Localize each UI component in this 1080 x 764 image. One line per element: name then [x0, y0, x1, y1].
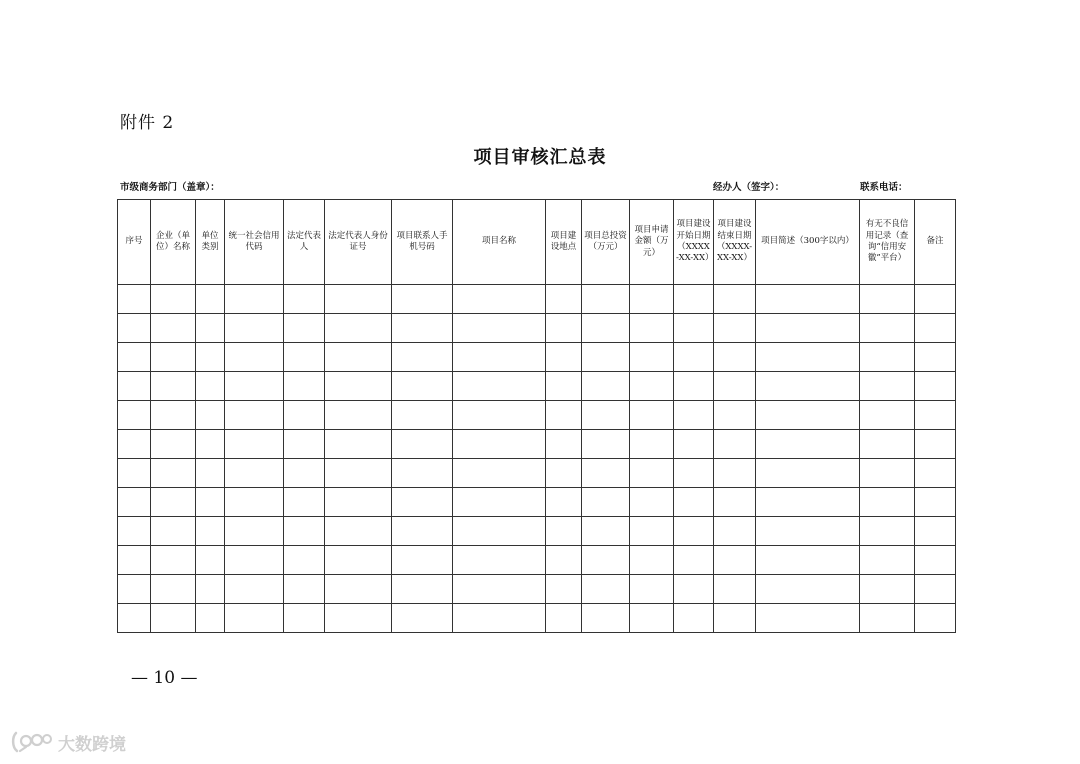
table-cell: [714, 459, 756, 488]
table-cell: [225, 517, 284, 546]
table-cell: [630, 517, 674, 546]
column-header: 单位类别: [196, 200, 225, 285]
table-cell: [196, 575, 225, 604]
table-cell: [714, 430, 756, 459]
table-cell: [582, 401, 630, 430]
table-cell: [546, 401, 582, 430]
table-cell: [325, 372, 392, 401]
table-cell: [915, 488, 956, 517]
table-cell: [630, 401, 674, 430]
document-title: 项目审核汇总表: [473, 147, 607, 168]
table-cell: [630, 546, 674, 575]
table-cell: [151, 546, 196, 575]
table-cell: [196, 285, 225, 314]
table-cell: [714, 575, 756, 604]
table-cell: [756, 430, 860, 459]
table-cell: [674, 517, 714, 546]
column-header: 项目建设开始日期（XXXX-XX-XX）: [674, 200, 714, 285]
table-cell: [630, 604, 674, 633]
table-row: [118, 604, 956, 633]
table-row: [118, 401, 956, 430]
table-cell: [284, 372, 325, 401]
table-cell: [582, 604, 630, 633]
table-cell: [453, 488, 546, 517]
table-cell: [630, 343, 674, 372]
table-cell: [284, 575, 325, 604]
table-cell: [546, 285, 582, 314]
table-cell: [325, 285, 392, 314]
table-row: [118, 546, 956, 575]
table-cell: [392, 343, 453, 372]
table-cell: [151, 517, 196, 546]
watermark-text: 大数跨境: [58, 734, 126, 755]
table-cell: [151, 343, 196, 372]
table-cell: [915, 285, 956, 314]
column-header: 项目总投资（万元）: [582, 200, 630, 285]
project-review-table: [117, 199, 956, 633]
table-cell: [325, 546, 392, 575]
table-cell: [118, 604, 151, 633]
table-cell: [225, 401, 284, 430]
table-cell: [392, 430, 453, 459]
table-cell: [630, 575, 674, 604]
table-cell: [915, 314, 956, 343]
table-cell: [714, 285, 756, 314]
table-cell: [118, 517, 151, 546]
table-cell: [118, 343, 151, 372]
table-cell: [756, 575, 860, 604]
table-cell: [196, 401, 225, 430]
table-cell: [546, 343, 582, 372]
table-cell: [860, 285, 915, 314]
table-cell: [118, 459, 151, 488]
table-cell: [118, 285, 151, 314]
table-cell: [582, 546, 630, 575]
table-cell: [546, 575, 582, 604]
table-cell: [674, 343, 714, 372]
brand-logo-icon: [10, 729, 54, 755]
table-cell: [392, 372, 453, 401]
table-cell: [151, 604, 196, 633]
table-cell: [196, 517, 225, 546]
table-cell: [284, 517, 325, 546]
table-cell: [714, 546, 756, 575]
table-cell: [151, 430, 196, 459]
table-cell: [582, 372, 630, 401]
table-cell: [453, 285, 546, 314]
table-cell: [582, 430, 630, 459]
table-cell: [392, 517, 453, 546]
table-cell: [756, 459, 860, 488]
column-header: 项目申请金额（万元）: [630, 200, 674, 285]
table-cell: [546, 430, 582, 459]
table-cell: [196, 343, 225, 372]
table-cell: [582, 314, 630, 343]
table-cell: [756, 372, 860, 401]
table-row: [118, 575, 956, 604]
table-cell: [151, 372, 196, 401]
table-cell: [284, 488, 325, 517]
table-cell: [860, 604, 915, 633]
table-cell: [756, 546, 860, 575]
table-cell: [225, 314, 284, 343]
table-cell: [392, 575, 453, 604]
table-cell: [756, 285, 860, 314]
table-cell: [118, 372, 151, 401]
table-cell: [915, 430, 956, 459]
table-cell: [756, 314, 860, 343]
table-cell: [714, 314, 756, 343]
table-cell: [915, 459, 956, 488]
table-cell: [756, 401, 860, 430]
table-cell: [582, 285, 630, 314]
table-cell: [453, 517, 546, 546]
table-cell: [714, 488, 756, 517]
column-header: 项目建设地点: [546, 200, 582, 285]
table-cell: [453, 314, 546, 343]
table-cell: [225, 575, 284, 604]
table-cell: [225, 488, 284, 517]
column-header: 序号: [118, 200, 151, 285]
table-cell: [674, 546, 714, 575]
table-cell: [225, 604, 284, 633]
table-cell: [325, 517, 392, 546]
table-cell: [325, 488, 392, 517]
table-cell: [118, 401, 151, 430]
handler-signature-label: 经办人（签字）：: [713, 182, 785, 193]
table-cell: [546, 314, 582, 343]
table-cell: [284, 314, 325, 343]
table-cell: [151, 575, 196, 604]
watermark: [10, 729, 126, 755]
table-header-row: [118, 200, 956, 285]
table-cell: [453, 546, 546, 575]
table-cell: [915, 372, 956, 401]
table-cell: [630, 372, 674, 401]
column-header: 法定代表人身份证号: [325, 200, 392, 285]
table-cell: [546, 488, 582, 517]
table-cell: [674, 488, 714, 517]
table-cell: [674, 372, 714, 401]
column-header: 项目建设结束日期（XXXX-XX-XX）: [714, 200, 756, 285]
table-cell: [392, 314, 453, 343]
table-cell: [453, 459, 546, 488]
table-cell: [392, 285, 453, 314]
table-cell: [453, 604, 546, 633]
table-row: [118, 343, 956, 372]
table-cell: [325, 314, 392, 343]
table-row: [118, 430, 956, 459]
table-cell: [674, 604, 714, 633]
table-cell: [151, 314, 196, 343]
table-cell: [915, 401, 956, 430]
table-cell: [582, 517, 630, 546]
table-cell: [714, 372, 756, 401]
table-cell: [453, 343, 546, 372]
table-cell: [325, 401, 392, 430]
table-cell: [915, 604, 956, 633]
table-cell: [860, 343, 915, 372]
table-cell: [151, 285, 196, 314]
table-cell: [392, 401, 453, 430]
table-row: [118, 459, 956, 488]
table-cell: [225, 372, 284, 401]
table-cell: [225, 285, 284, 314]
table-cell: [860, 372, 915, 401]
table-cell: [225, 430, 284, 459]
table-row: [118, 285, 956, 314]
table-cell: [674, 430, 714, 459]
table-cell: [582, 488, 630, 517]
table-cell: [630, 459, 674, 488]
table-cell: [284, 343, 325, 372]
table-cell: [453, 372, 546, 401]
table-cell: [392, 459, 453, 488]
table-cell: [453, 401, 546, 430]
table-cell: [196, 459, 225, 488]
table-cell: [630, 285, 674, 314]
column-header: 统一社会信用代码: [225, 200, 284, 285]
table-cell: [582, 343, 630, 372]
table-cell: [860, 546, 915, 575]
table-cell: [714, 604, 756, 633]
table-cell: [196, 430, 225, 459]
table-cell: [674, 575, 714, 604]
column-header: 有无不良信用记录（查询“信用安徽”平台）: [860, 200, 915, 285]
table-cell: [630, 488, 674, 517]
table-body: [118, 285, 956, 633]
table-cell: [860, 517, 915, 546]
contact-phone-label: 联系电话：: [860, 182, 908, 193]
table-cell: [225, 343, 284, 372]
table-cell: [674, 459, 714, 488]
table-cell: [392, 488, 453, 517]
table-cell: [546, 517, 582, 546]
table-cell: [582, 575, 630, 604]
column-header: 备注: [915, 200, 956, 285]
table-cell: [284, 546, 325, 575]
table-cell: [196, 372, 225, 401]
table-cell: [392, 546, 453, 575]
table-cell: [284, 604, 325, 633]
table-cell: [915, 546, 956, 575]
table-cell: [756, 604, 860, 633]
table-cell: [325, 430, 392, 459]
table-cell: [118, 546, 151, 575]
table-cell: [714, 343, 756, 372]
table-cell: [151, 401, 196, 430]
table-cell: [546, 459, 582, 488]
page-number: — 10 —: [131, 668, 198, 688]
table-cell: [860, 575, 915, 604]
table-cell: [118, 314, 151, 343]
column-header: 项目联系人手机号码: [392, 200, 453, 285]
column-header: 项目名称: [453, 200, 546, 285]
table-cell: [225, 459, 284, 488]
table-cell: [714, 401, 756, 430]
table-row: [118, 517, 956, 546]
table-cell: [756, 488, 860, 517]
table-cell: [325, 343, 392, 372]
column-header: 法定代表人: [284, 200, 325, 285]
table-cell: [325, 575, 392, 604]
column-header: 项目简述（300字以内）: [756, 200, 860, 285]
table-cell: [284, 401, 325, 430]
table-cell: [915, 575, 956, 604]
table-cell: [860, 401, 915, 430]
table-cell: [151, 459, 196, 488]
table-cell: [151, 488, 196, 517]
table-cell: [860, 314, 915, 343]
table-cell: [453, 430, 546, 459]
table-cell: [630, 430, 674, 459]
table-cell: [196, 546, 225, 575]
table-cell: [284, 430, 325, 459]
table-cell: [630, 314, 674, 343]
table-cell: [196, 604, 225, 633]
attachment-label: 附件 2: [120, 113, 175, 133]
table-cell: [674, 314, 714, 343]
table-cell: [756, 343, 860, 372]
table-cell: [118, 488, 151, 517]
table-cell: [284, 459, 325, 488]
table-row: [118, 372, 956, 401]
table-cell: [453, 575, 546, 604]
table-cell: [546, 546, 582, 575]
table-cell: [325, 604, 392, 633]
table-cell: [674, 401, 714, 430]
table-cell: [225, 546, 284, 575]
table-cell: [860, 488, 915, 517]
table-cell: [118, 575, 151, 604]
table-cell: [915, 343, 956, 372]
table-cell: [196, 488, 225, 517]
table-cell: [756, 517, 860, 546]
department-seal-label: 市级商务部门（盖章）：: [120, 182, 220, 193]
table-row: [118, 488, 956, 517]
table-cell: [582, 459, 630, 488]
table-cell: [284, 285, 325, 314]
table-cell: [860, 430, 915, 459]
table-cell: [325, 459, 392, 488]
table-row: [118, 314, 956, 343]
column-header: 企业（单位）名称: [151, 200, 196, 285]
table-cell: [546, 372, 582, 401]
table-cell: [546, 604, 582, 633]
table-cell: [118, 430, 151, 459]
table-cell: [714, 517, 756, 546]
table-cell: [674, 285, 714, 314]
table-cell: [392, 604, 453, 633]
table-cell: [860, 459, 915, 488]
table-cell: [915, 517, 956, 546]
table-cell: [196, 314, 225, 343]
